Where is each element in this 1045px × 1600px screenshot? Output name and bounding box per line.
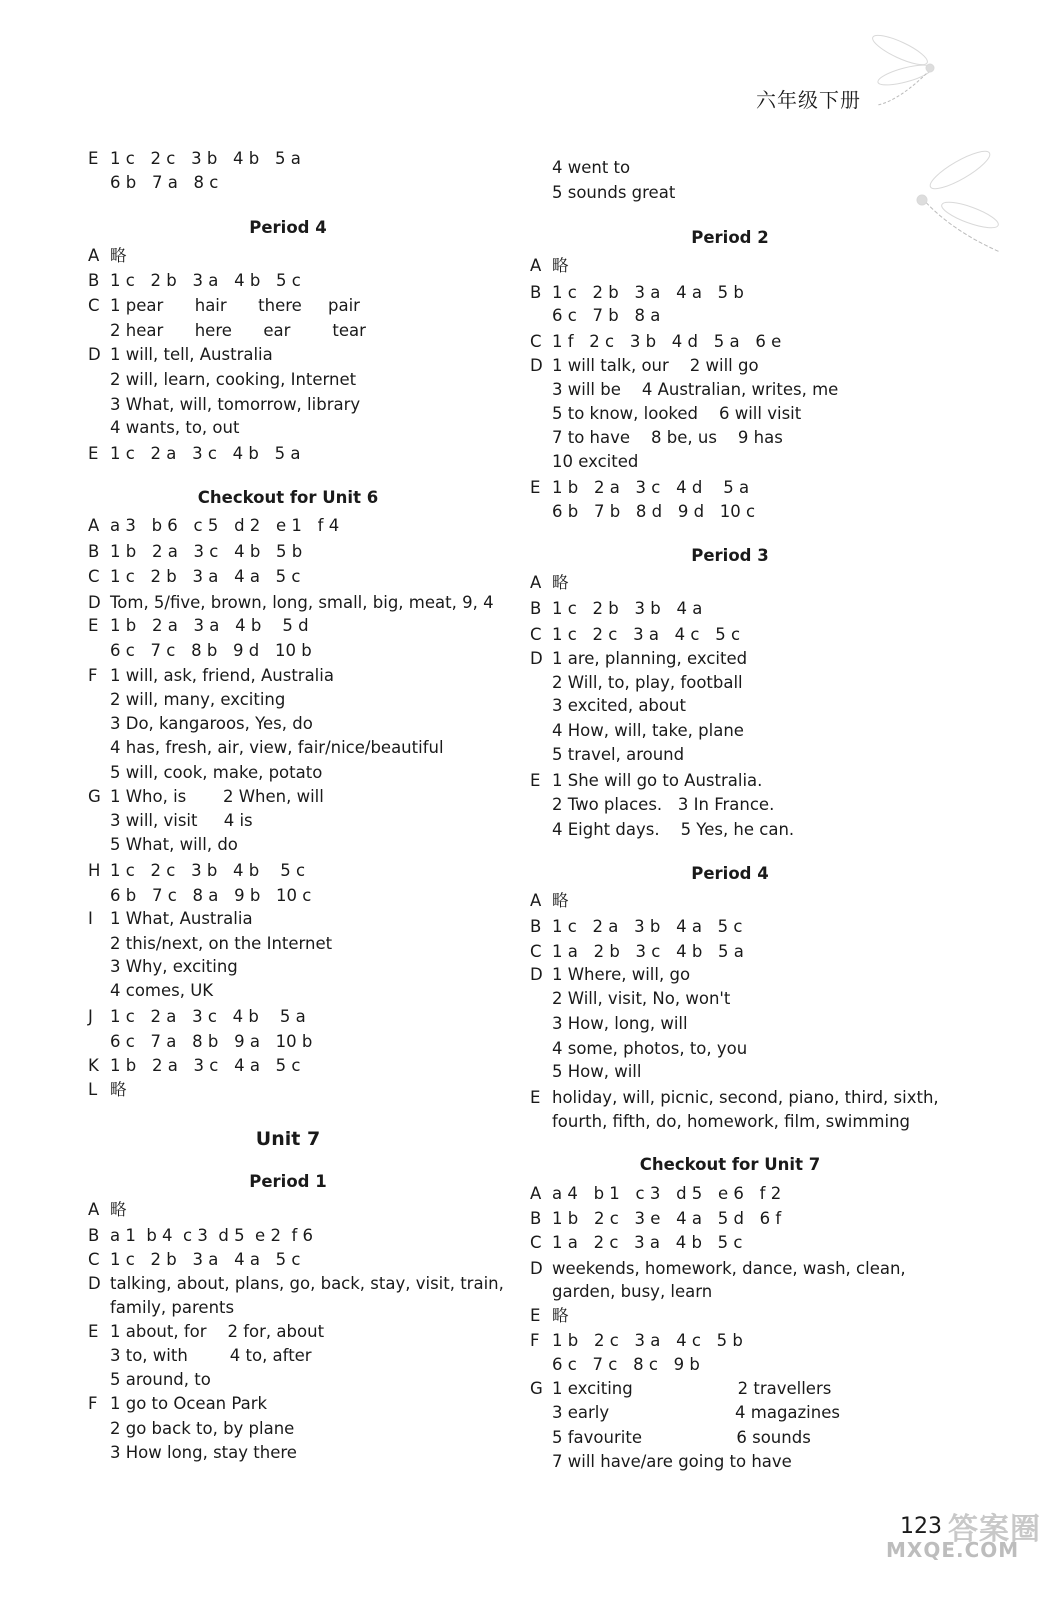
answer-text: 3 What, will, tomorrow, library — [110, 395, 361, 414]
exercise-label: D — [88, 593, 101, 612]
exercise-label: B — [530, 917, 542, 936]
exercise-label: E — [530, 1088, 541, 1107]
exercise-label: F — [88, 666, 98, 685]
answer-text: 4 comes, UK — [110, 981, 214, 1000]
exercise-label: B — [88, 1226, 100, 1245]
answer-text: 1 about, for 2 for, about — [110, 1322, 325, 1341]
answer-text: 5 favourite 6 sounds — [552, 1428, 811, 1447]
exercise-label: A — [88, 516, 100, 535]
answer-text: 1 c 2 c 3 b 4 b 5 a — [110, 149, 301, 168]
answer-text: 3 How long, stay there — [110, 1443, 297, 1462]
answer-text: 2 Will, to, play, football — [552, 673, 743, 692]
watermark-url-text: MXQE.COM — [886, 1538, 1020, 1562]
answer-text: 5 What, will, do — [110, 835, 238, 854]
answer-text: family, parents — [110, 1298, 235, 1317]
answer-text: 6 b 7 a 8 c — [110, 173, 219, 192]
answer-text: 1 will, tell, Australia — [110, 345, 273, 364]
answer-text: 1 will, ask, friend, Australia — [110, 666, 334, 685]
exercise-label: A — [530, 573, 542, 592]
answer-text: 略 — [552, 573, 569, 592]
section-heading: Checkout for Unit 7 — [639, 1155, 821, 1174]
exercise-label: H — [88, 861, 101, 880]
answer-text: 3 will be 4 Australian, writes, me — [552, 380, 839, 399]
answer-text: 4 Eight days. 5 Yes, he can. — [552, 820, 795, 839]
answer-text: 6 b 7 b 8 d 9 d 10 c — [552, 502, 756, 521]
answer-text: 1 exciting 2 travellers — [552, 1379, 832, 1398]
answer-text: 3 to, with 4 to, after — [110, 1346, 312, 1365]
page-number: 123 — [900, 1514, 942, 1539]
answer-text: 2 will, learn, cooking, Internet — [110, 370, 357, 389]
answer-text: 3 Why, exciting — [110, 957, 238, 976]
exercise-label: B — [530, 599, 542, 618]
answer-text: 1 c 2 a 3 b 4 a 5 c — [552, 917, 743, 936]
answer-text: 1 f 2 c 3 b 4 d 5 a 6 e — [552, 332, 782, 351]
exercise-label: J — [88, 1007, 93, 1026]
section-heading: Period 1 — [249, 1172, 327, 1191]
answer-text: 1 pear hair there pair — [110, 296, 360, 315]
answer-text: 3 How, long, will — [552, 1014, 688, 1033]
answer-text: a 4 b 1 c 3 d 5 e 6 f 2 — [552, 1184, 782, 1203]
answer-text: 略 — [110, 246, 127, 265]
exercise-label: A — [88, 246, 100, 265]
answer-text: 6 b 7 c 8 a 9 b 10 c — [110, 886, 312, 905]
answer-text: 4 How, will, take, plane — [552, 721, 744, 740]
exercise-label: C — [88, 296, 100, 315]
answer-text: 10 excited — [552, 452, 639, 471]
answer-text: 5 travel, around — [552, 745, 685, 764]
exercise-label: D — [530, 649, 543, 668]
exercise-label: F — [88, 1394, 98, 1413]
answer-text: 5 How, will — [552, 1062, 642, 1081]
answer-text: 5 sounds great — [552, 183, 676, 202]
answer-text: 6 c 7 a 8 b 9 a 10 b — [110, 1032, 313, 1051]
answer-text: 1 a 2 b 3 c 4 b 5 a — [552, 942, 744, 961]
page-header-title: 六年级下册 — [756, 88, 861, 112]
answer-text: 略 — [552, 256, 569, 275]
answer-text: 1 c 2 c 3 b 4 b 5 c — [110, 861, 306, 880]
answer-text: 4 some, photos, to, you — [552, 1039, 748, 1058]
exercise-label: E — [88, 616, 99, 635]
exercise-label: D — [530, 965, 543, 984]
unit-heading: Unit 7 — [255, 1128, 321, 1150]
answer-text: 1 will talk, our 2 will go — [552, 356, 759, 375]
answer-text: garden, busy, learn — [552, 1282, 713, 1301]
answer-text: Tom, 5/five, brown, long, small, big, meat, 9, 4 — [110, 593, 494, 612]
answer-text: 1 Where, will, go — [552, 965, 691, 984]
answer-text: 1 c 2 a 3 c 4 b 5 a — [110, 1007, 306, 1026]
exercise-label: C — [530, 1233, 542, 1252]
exercise-label: A — [530, 256, 542, 275]
answer-text: 1 go to Ocean Park — [110, 1394, 268, 1413]
answer-text: 1 c 2 a 3 c 4 b 5 a — [110, 444, 301, 463]
exercise-label: L — [88, 1080, 98, 1099]
exercise-label: E — [88, 1322, 99, 1341]
exercise-label: I — [88, 909, 93, 928]
exercise-label: B — [88, 542, 100, 561]
answer-text: 1 b 2 a 3 c 4 a 5 c — [110, 1056, 301, 1075]
exercise-label: C — [530, 332, 542, 351]
answer-text: weekends, homework, dance, wash, clean, — [552, 1259, 906, 1278]
answer-text: 1 c 2 b 3 a 4 a 5 c — [110, 1250, 301, 1269]
answer-text: fourth, fifth, do, homework, film, swimming — [552, 1112, 911, 1131]
section-heading: Period 2 — [691, 228, 769, 247]
exercise-label: F — [530, 1331, 540, 1350]
answer-text: 2 go back to, by plane — [110, 1419, 295, 1438]
answer-text: 3 Do, kangaroos, Yes, do — [110, 714, 313, 733]
answer-text: 2 Two places. 3 In France. — [552, 795, 775, 814]
exercise-label: A — [530, 891, 542, 910]
answer-text: 6 c 7 c 8 c 9 b — [552, 1355, 700, 1374]
exercise-label: A — [88, 1200, 100, 1219]
answer-text: 略 — [552, 891, 569, 910]
exercise-label: D — [530, 356, 543, 375]
answer-text: 1 Who, is 2 When, will — [110, 787, 324, 806]
answer-text: 2 this/next, on the Internet — [110, 934, 333, 953]
answer-text: 1 c 2 b 3 a 4 a 5 c — [110, 567, 301, 586]
answer-text: 3 early 4 magazines — [552, 1403, 840, 1422]
exercise-label: E — [88, 149, 99, 168]
answer-text: 5 around, to — [110, 1370, 211, 1389]
answer-text: 2 will, many, exciting — [110, 690, 286, 709]
section-heading: Checkout for Unit 6 — [197, 488, 379, 507]
exercise-label: B — [88, 271, 100, 290]
answer-text: 4 wants, to, out — [110, 418, 240, 437]
exercise-label: D — [88, 345, 101, 364]
section-heading: Period 4 — [691, 864, 769, 883]
answer-text: 1 c 2 c 3 a 4 c 5 c — [552, 625, 741, 644]
answer-text: 略 — [110, 1080, 127, 1099]
answer-text: 6 c 7 c 8 b 9 d 10 b — [110, 641, 312, 660]
answer-text: talking, about, plans, go, back, stay, visit, train, — [110, 1274, 504, 1293]
answer-text: 1 are, planning, excited — [552, 649, 748, 668]
answer-text: 1 b 2 c 3 e 4 a 5 d 6 f — [552, 1209, 782, 1228]
answer-text: 1 What, Australia — [110, 909, 253, 928]
answer-text: 1 She will go to Australia. — [552, 771, 763, 790]
answer-text: holiday, will, picnic, second, piano, third, sixth, — [552, 1088, 939, 1107]
answer-text: 1 c 2 b 3 a 4 a 5 b — [552, 283, 744, 302]
watermark-logo-text: 答案圈 — [948, 1512, 1041, 1547]
answer-text: 4 has, fresh, air, view, fair/nice/beautiful — [110, 738, 444, 757]
exercise-label: C — [88, 1250, 100, 1269]
section-heading: Period 3 — [691, 546, 769, 565]
answer-text: 1 c 2 b 3 a 4 b 5 c — [110, 271, 301, 290]
answer-text: 6 c 7 b 8 a — [552, 306, 661, 325]
answer-text: 1 a 2 c 3 a 4 b 5 c — [552, 1233, 743, 1252]
answer-text: 5 will, cook, make, potato — [110, 763, 323, 782]
answer-text: a 3 b 6 c 5 d 2 e 1 f 4 — [110, 516, 340, 535]
answer-text: 1 c 2 b 3 b 4 a — [552, 599, 703, 618]
section-heading: Period 4 — [249, 218, 327, 237]
exercise-label: E — [88, 444, 99, 463]
exercise-label: C — [530, 942, 542, 961]
exercise-label: B — [530, 1209, 542, 1228]
exercise-label: A — [530, 1184, 542, 1203]
answer-text: 1 b 2 a 3 c 4 d 5 a — [552, 478, 750, 497]
answer-text: 1 b 2 a 3 a 4 b 5 d — [110, 616, 309, 635]
answer-text: 略 — [552, 1306, 569, 1325]
answer-text: 3 excited, about — [552, 696, 686, 715]
answer-text: 1 b 2 a 3 c 4 b 5 b — [110, 542, 303, 561]
exercise-label: E — [530, 478, 541, 497]
answer-text: 1 b 2 c 3 a 4 c 5 b — [552, 1331, 743, 1350]
exercise-label: G — [530, 1379, 543, 1398]
exercise-label: B — [530, 283, 542, 302]
answer-text: 略 — [110, 1200, 127, 1219]
answer-text: 4 went to — [552, 158, 631, 177]
answer-text: 7 will have/are going to have — [552, 1452, 792, 1471]
answer-text: 2 Will, visit, No, won't — [552, 989, 731, 1008]
exercise-label: D — [530, 1259, 543, 1278]
exercise-label: E — [530, 1306, 541, 1325]
answer-text: a 1 b 4 c 3 d 5 e 2 f 6 — [110, 1226, 313, 1245]
answer-text: 3 will, visit 4 is — [110, 811, 253, 830]
answer-text: 5 to know, looked 6 will visit — [552, 404, 802, 423]
answer-text: 2 hear here ear tear — [110, 321, 366, 340]
exercise-label: C — [88, 567, 100, 586]
exercise-label: D — [88, 1274, 101, 1293]
answer-text: 7 to have 8 be, us 9 has — [552, 428, 783, 447]
exercise-label: K — [88, 1056, 99, 1075]
exercise-label: G — [88, 787, 101, 806]
exercise-label: E — [530, 771, 541, 790]
exercise-label: C — [530, 625, 542, 644]
